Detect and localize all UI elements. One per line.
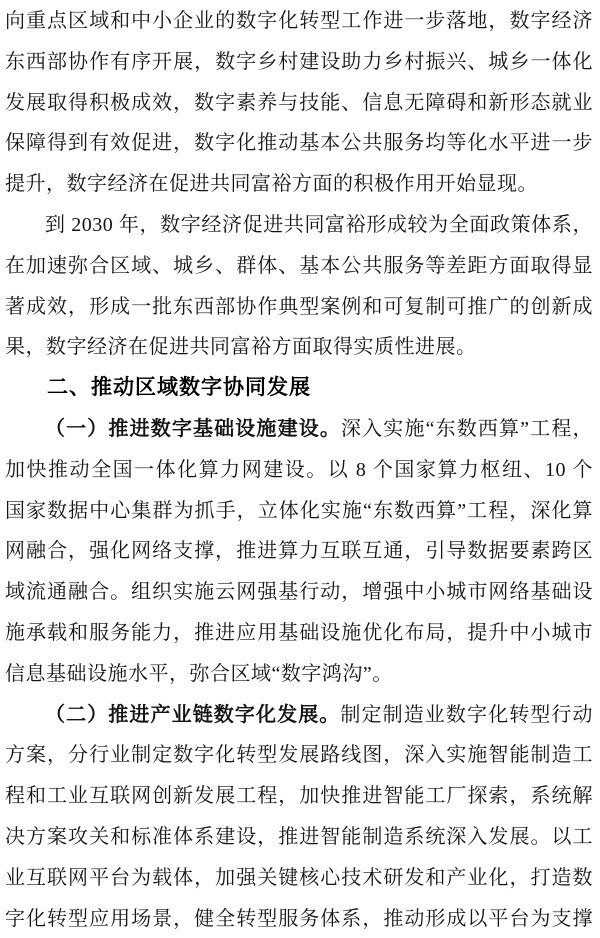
text-line: 业互联网平台为载体，加强关键核心技术研发和产业化，打造数: [5, 866, 593, 889]
text-line: 向重点区域和中小企业的数字化转型工作进一步落地，数字经济: [5, 10, 593, 32]
text-line: 保障得到有效促进，数字化推动基本公共服务均等化水平进一步: [5, 132, 593, 155]
text-line: [5, 409, 593, 450]
clause-lead: （一）推进数字基础设施建设。: [45, 417, 342, 440]
text-line: [5, 695, 593, 736]
text-line: 在加速弥合区域、城乡、群体、基本公共服务等差距方面取得显: [5, 254, 593, 277]
text-line: 发展取得积极成效，数字素养与技能、信息无障碍和新形态就业: [5, 91, 593, 114]
text-line: 方案，分行业制定数字化转型发展路线图，深入实施智能制造工: [5, 744, 593, 767]
text-line: 网融合，强化网络支撑，推进算力互联互通，引导数据要素跨区: [5, 540, 593, 563]
text-line: 域流通融合。组织实施云网强基行动，增强中小城市网络基础设: [5, 581, 593, 604]
text-line: 施承载和服务能力，推进应用基础设施优化布局，提升中小城市: [5, 621, 593, 644]
text-line: 著成效，形成一批东西部协作典型案例和可复制可推广的创新成: [5, 295, 593, 318]
clause-lead: （二）推进产业链数字化发展。: [45, 703, 341, 726]
clause-text: 制定制造业数字化转型行动: [340, 703, 593, 726]
clause-text: 深入实施“东数西算”工程，: [341, 417, 593, 440]
text-line: 果，数字经济在促进共同富裕方面取得实质性进展。: [5, 336, 477, 359]
section-heading: 二、推动区域数字协同发展: [47, 376, 311, 400]
text-line: 到 2030 年，数字经济促进共同富裕形成较为全面政策体系，: [45, 213, 593, 236]
text-line: 东西部协作有序开展，数字乡村建设助力乡村振兴、城乡一体化: [5, 50, 593, 73]
text-line: 国家数据中心集群为抓手，立体化实施“东数西算”工程，深化算: [5, 499, 593, 522]
text-line: 决方案攻关和标准体系建设，推进智能制造系统深入发展。以工: [5, 825, 593, 848]
text-line: 信息基础设施水平，弥合区域“数字鸿沟”。: [5, 662, 393, 685]
text-line: 加快推动全国一体化算力网建设。以 8 个国家算力枢纽、10 个: [5, 458, 593, 481]
text-line: 提升，数字经济在促进共同富裕方面的积极作用开始显现。: [5, 173, 538, 196]
text-line: 字化转型应用场景，健全转型服务体系，推动形成以平台为支撑: [5, 907, 593, 930]
text-line: 程和工业互联网创新发展工程，加快推进智能工厂探索，系统解: [5, 785, 593, 808]
